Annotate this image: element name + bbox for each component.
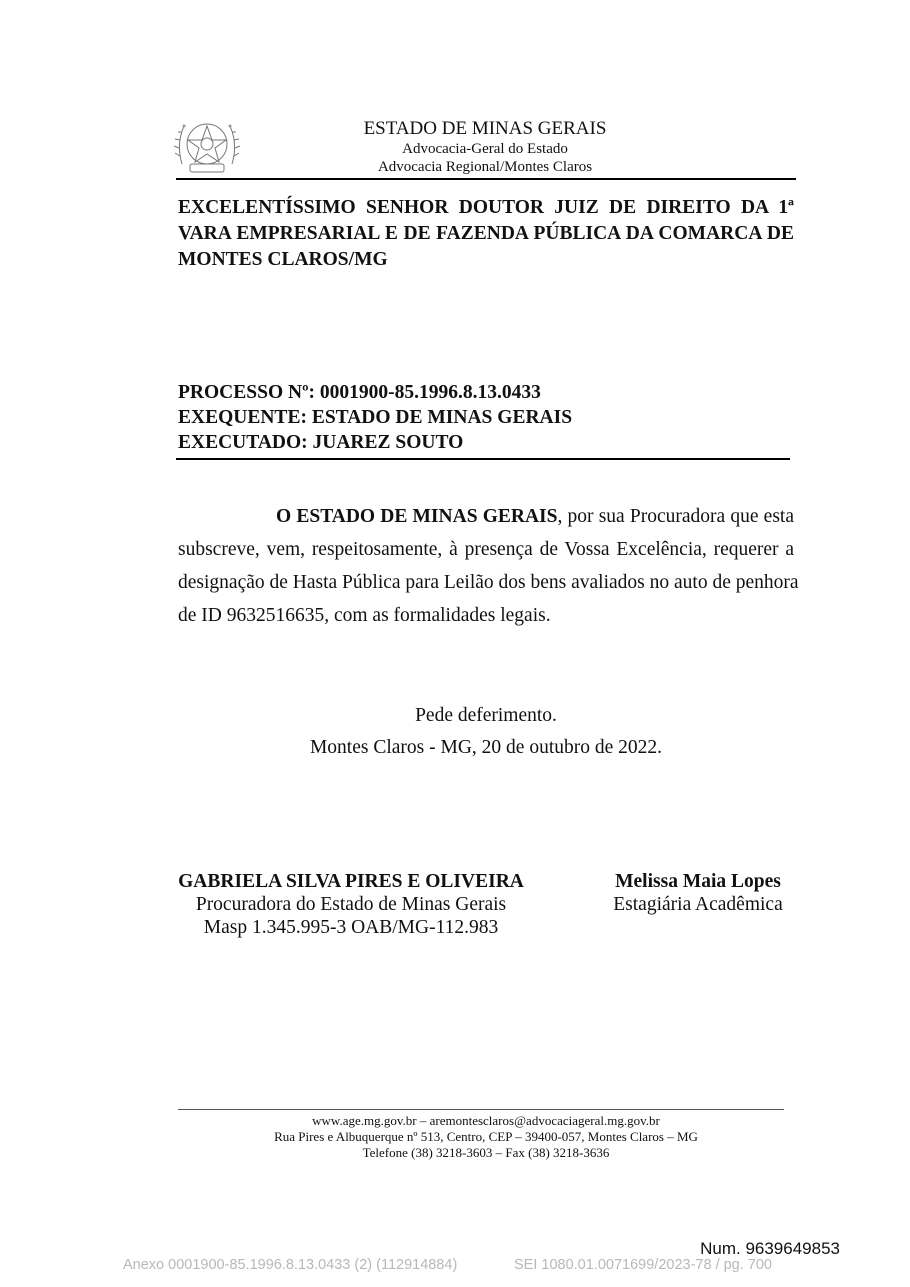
header-subtitle-2: Advocacia Regional/Montes Claros [377, 159, 593, 175]
body-line-4: de ID 9632516635, com as formalidades legais. [178, 605, 551, 626]
party-name: O ESTADO DE MINAS GERAIS [276, 506, 558, 527]
signer-name-right: Melissa Maia Lopes [615, 871, 781, 892]
sei-stamp: SEI 1080.01.0071699/2023-78 / pg. 700 [514, 1257, 772, 1273]
process-number: PROCESSO Nº: 0001900-85.1996.8.13.0433 [178, 382, 541, 403]
header-title: ESTADO DE MINAS GERAIS [363, 118, 607, 139]
footer-phone: Telefone (38) 3218-3603 – Fax (38) 3218-3636 [362, 1145, 610, 1160]
footer-web: www.age.mg.gov.br – aremontesclaros@advocaciageral.mg.gov.br [312, 1113, 660, 1128]
footer-address: Rua Pires e Albuquerque nº 513, Centro, CEP – 39400-057, Montes Claros – MG [274, 1129, 698, 1144]
header-divider [176, 178, 796, 180]
coat-of-arms-icon [172, 114, 242, 176]
header-subtitle-1: Advocacia-Geral do Estado [402, 141, 568, 157]
signer-role-right: Estagiária Acadêmica [613, 894, 783, 915]
addressee-line-2: VARA EMPRESARIAL E DE FAZENDA PÚBLICA DA COMARCA DE [178, 223, 794, 244]
signature-left [170, 870, 532, 939]
signer-ids-left: Masp 1.345.995-3 OAB/MG-112.983 [203, 917, 499, 938]
signer-name-left: GABRIELA SILVA PIRES E OLIVEIRA [178, 871, 524, 892]
exequente: EXEQUENTE: ESTADO DE MINAS GERAIS [178, 407, 573, 428]
closing-place-date: Montes Claros - MG, 20 de outubro de 2022. [309, 737, 663, 758]
body-paragraph [178, 500, 799, 632]
document-number-stamp: Num. 9639649853 [700, 1239, 840, 1258]
annex-stamp: Anexo 0001900-85.1996.8.13.0433 (2) (112914884) [123, 1257, 458, 1273]
footer-divider [178, 1109, 784, 1110]
body-line-1-rest: , por sua Procuradora que esta [557, 506, 794, 527]
body-line-1 [178, 500, 794, 533]
executado: EXECUTADO: JUAREZ SOUTO [178, 432, 464, 453]
signer-role-left: Procuradora do Estado de Minas Gerais [195, 894, 507, 915]
body-line-2: subscreve, vem, respeitosamente, à presença de Vossa Excelência, requerer a [178, 539, 794, 560]
process-divider [176, 458, 790, 460]
addressee-block [178, 195, 794, 273]
addressee-line-1: EXCELENTÍSSIMO SENHOR DOUTOR JUIZ DE DIREITO DA 1ª [178, 197, 794, 218]
signature-right [594, 870, 802, 916]
addressee-line-3: MONTES CLAROS/MG [178, 249, 388, 270]
body-line-3: designação de Hasta Pública para Leilão dos bens avaliados no auto de penhora [178, 572, 799, 593]
closing-request: Pede deferimento. [415, 705, 557, 726]
